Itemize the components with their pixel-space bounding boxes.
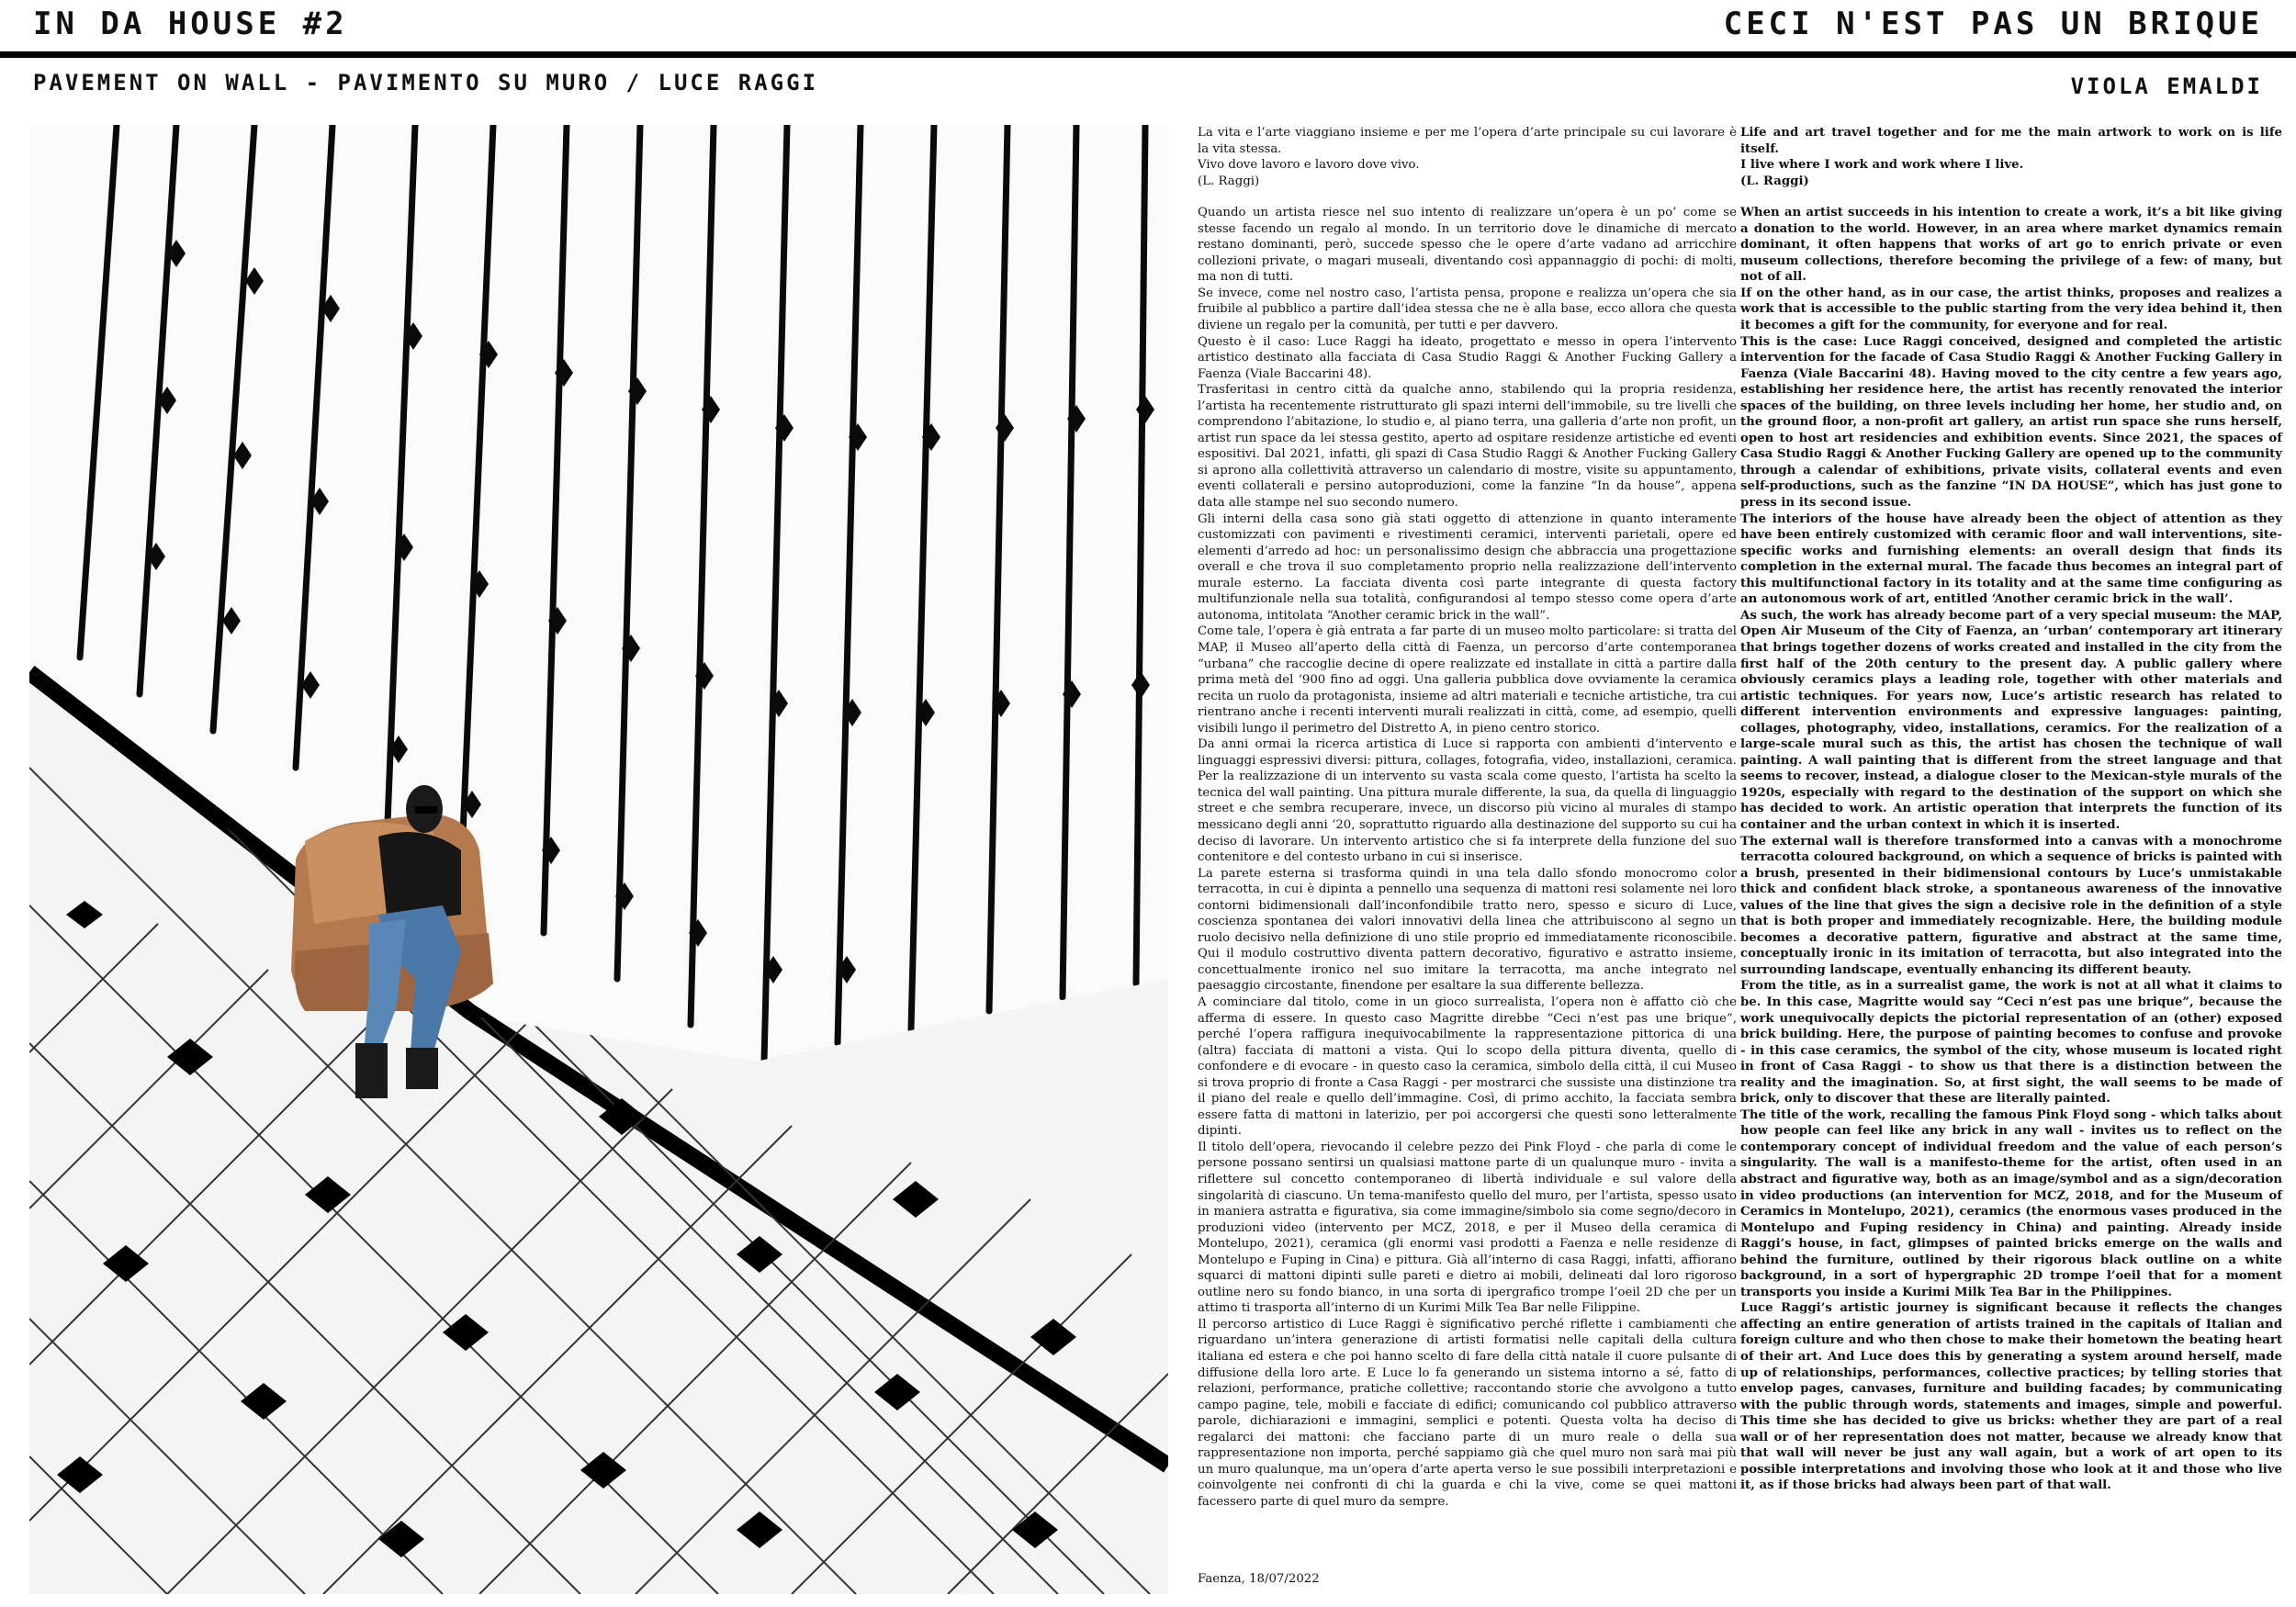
header-divider (0, 51, 2296, 58)
english-paragraph: This is the case: Luce Raggi conceived, designed and completed the artistic intervention for the facade of Casa Studio Raggi & Another Fucking Gallery in Faenza (Viale Baccarini 48). Having moved to the city centre a few years ago, establishing her residence here, the artist has recently renovated the interior spaces of the building, on three levels including her home, her studio and, on the ground floor, a non-profit art gallery, an artist run space she runs herself, open to host art residencies and exhibition events. Since 2021, the spaces of Casa Studio Raggi & Another Fucking Gallery are opened up to the community through a calendar of exhibitions, private visits, collateral events and even self-productions, such as the fanzine “IN DA HOUSE”, which has just gone to press in its second issue. (1740, 334, 2282, 511)
italian-quote-attribution: (L. Raggi) (1198, 174, 1260, 188)
italian-paragraph: A cominciare dal titolo, come in un gioco surrealista, l’opera non è affatto ciò che afferma di essere. In questo caso Magritte direbbe “Ceci n’est pas une brique”, perché l’opera raffigura inequivocabilmente la rappresentazione pittorica di una (altra) facciata di mattoni a vista. Qui lo scopo della pittura diventa, quello di confondere e di evocare - in questo caso la ceramica, simbolo della città, il cui Museo si trova proprio di fronte a Casa Raggi - per mostrarci che sussiste una distinzione tra il piano del reale e quello dell’immagine. Così, di primo acchito, la facciata sembra essere fatta di mattoni in laterizio, per poi accorgersi che questi sono letteralmente dipinti. (1198, 995, 1737, 1139)
english-quote-line-2: I live where I work and work where I live. (1740, 158, 2024, 173)
english-paragraph: When an artist succeeds in his intention to create a work, it’s a bit like giving a donation to the world. However, in an area where market dynamics remain dominant, it often happens that works of art go to enrich private or even museum collections, therefore becoming the privilege of a few: of many, but not of all. (1740, 206, 2282, 285)
english-quote-attribution: (L. Raggi) (1740, 174, 1809, 188)
english-paragraph: From the title, as in a surrealist game, the work is not at all what it claims to be. In this case, Magritte would say “Ceci n’est pas une brique”, because the work unequivocally depicts the pictorial representation of an (other) exposed brick building. Here, the purpose of painting becomes to confuse and provoke - in this case ceramics, the symbol of the city, whose museum is located right in front of Casa Raggi - to show us that there is a distinction between the reality and the imagination. So, at first sight, the wall seems to be made of brick, only to discover that these are literally painted. (1740, 979, 2282, 1107)
italian-paragraph: Da anni ormai la ricerca artistica di Luce si rapporta con ambienti d’intervento e linguaggi espressivi diversi: pittura, collages, fotografia, video, installazioni, ceramica. Per la realizzazione di un intervento su vasta scala come questo, l’artista ha scelto la tecnica del wall painting. Una pittura murale differente, la sua, da quella di linguaggio street e che sembra recuperare, invece, un discorso più vicino al murales di stampo messicano degli anni ‘20, soprattutto riguardo alla destinazione del supporto su cui ha deciso di lavorare. Un intervento artistico che si fa interprete della funzione del suo contenitore e del contesto urbano in cui si inserisce. (1198, 737, 1737, 865)
floor-wall-illustration (29, 125, 1168, 1594)
italian-paragraph: Gli interni della casa sono già stati oggetto di attenzione in quanto interamente customizzati con pavimenti e rivestimenti ceramici, interventi parietali, opere ed elementi d’arredo ad hoc: un personalissimo design che abbraccia una progettazione overall e che trova il suo completamento proprio nella realizzazione dell’intervento murale esterno. La facciata diventa così parte integrante di questa factory multifunzionale nella sua totalità, configurandosi al tempo stesso come opera d’arte autonoma, intitolata “Another ceramic brick in the wall”. (1198, 511, 1737, 623)
italian-paragraph: Quando un artista riesce nel suo intento di realizzare un’opera è un po’ come se stesse facendo un regalo al mondo. In un territorio dove le dinamiche di mercato restano dominanti, però, succede spesso che le opere d’arte vadano ad arricchire collezioni private, o magari museali, diventando così appannaggio di pochi: di molti, ma non di tutti. (1198, 206, 1737, 285)
italian-paragraph: Il titolo dell’opera, rievocando il celebre pezzo dei Pink Floyd - che parla di come le persone possano sentirsi un qualsiasi mattone parte di un qualunque muro - invita a riflettere sul concetto contemporaneo di libertà individuale e sul valore della singolarità di ciascuno. Un tema-manifesto quello del muro, per l’artista, spesso usato in maniera astratta e figurativa, sia come immagine/simbolo sia come segno/decoro in produzioni video (intervento per MCZ, 2018, e per il Museo della ceramica di Montelupo, 2021), ceramica (gli enormi vasi prodotti a Faenza e nelle residenze di Montelupo e Fuping in Cina) e pittura. Già all’interno di casa Raggi, infatti, affiorano squarci di mattoni dipinti sulle pareti e dietro ai mobili, delineati dal loro rigoroso outline nero su fondo bianco, in una sorta di ipergrafico trompe l’oeil 2D che per un attimo ti trasporta all’interno di un Kurimi Milk Tea Bar nelle Filippine. (1198, 1140, 1737, 1316)
article-title: PAVEMENT ON WALL - PAVIMENTO SU MURO / LUCE RAGGI (33, 70, 819, 96)
english-quote-line-1: Life and art travel together and for me the main artwork to work on is life itself. (1740, 126, 2282, 156)
italian-paragraph: Se invece, come nel nostro caso, l’artista pensa, propone e realizza un’opera che sia fruibile al pubblico a partire dall’idea stessa che ne è alla base, ecco allora che questa diviene un regalo per la comunità, per tutti e per davvero. (1198, 286, 1737, 333)
english-paragraph: Luce Raggi’s artistic journey is significant because it reflects the changes affecting an entire generation of artists trained in the capitals of Italian and foreign culture and who then chose to make their hometown the beating heart of their art. And Luce does this by generating a system around herself, made up of relationships, performances, collective practices; by telling stories that envelop pages, canvases, furniture and building facades; by communicating with the public through words, statements and images, simple and powerful. This time she has decided to give us bricks: whether they are part of a real wall or of her representation does not matter, because we already know that that wall will never be just any wall again, but a work of art open to its possible interpretations and involving those who look at it and those who live it, as if those bricks had always been part of that wall. (1740, 1301, 2282, 1493)
english-paragraph: As such, the work has already become part of a very special museum: the MAP, Open Air Museum of the City of Faenza, an ‘urban’ contemporary art itinerary that brings together dozens of works created and installed in the city from the first half of the 20th century to the present day. A public gallery where obviously ceramics plays a leading role, together with other materials and artistic techniques. For years now, Luce’s artistic research has related to different intervention environments and expressive languages: painting, collages, photography, video, installations, ceramics. For the realization of a large-scale mural such as this, the artist has chosen the technique of wall painting. A wall painting that is different from the street language and that seems to recover, instead, a dialogue closer to the Mexican-style murals of the 1920s, especially with regard to the destination of the support on which she has decided to work. An artistic operation that interprets the function of its container and the urban context in which it is inserted. (1740, 608, 2282, 832)
italian-paragraph: La parete esterna si trasforma quindi in una tela dallo sfondo monocromo color terracotta, in cui è dipinta a pennello una sequenza di mattoni resi solamente nei loro contorni bidimensionali dall’inconfondibile tratto nero, spesso e sicuro di Luce, coscienza spontanea dei valori innovativi della linea che attribuiscono al segno un ruolo decisivo nella definizione di uno stile proprio ed immediatamente riconoscibile. Qui il modulo costruttivo diventa pattern decorativo, figurativo e astratto insieme, concettualmente ironico nel suo imitare la terracotta, ma anche integrato nel paesaggio circostante, finendone per esaltare la sua differente bellezza. (1198, 866, 1737, 994)
english-paragraph: The external wall is therefore transformed into a canvas with a monochrome terracotta coloured background, on which a sequence of bricks is painted with a brush, presented in their bidimensional contours by Luce’s unmistakable thick and confident black stroke, a spontaneous awareness of the innovative values of the line that gives the sign a decisive role in the definition of a style that is both proper and immediately recognizable. Here, the building module becomes a decorative pattern, figurative and abstract at the same time, conceptually ironic in its imitation of terracotta, but also integrated into the surrounding landscape, eventually enhancing its different beauty. (1740, 834, 2282, 977)
italian-paragraph: Trasferitasi in centro città da qualche anno, stabilendo qui la propria residenza, l’artista ha recentemente ristrutturato gli spazi interni dell’immobile, su tre livelli che comprendono l’abitazione, lo studio e, al piano terra, una galleria d’arte non profit, un artist run space da lei stessa gestito, aperto ad ospitare residenze artistiche ed eventi espositivi. Dal 2021, infatti, gli spazi di Casa Studio Raggi & Another Fucking Gallery si aprono alla collettività attraverso un calendario di mostre, visite su appuntamento, eventi collaterali e persino autoproduzioni, come la fanzine “In da house”, appena data alle stampe nel suo secondo numero. (1198, 383, 1737, 511)
italian-quote-line-2: Vivo dove lavoro e lavoro dove vivo. (1198, 158, 1420, 173)
english-paragraph: The interiors of the house have already been the object of attention as they have been entirely customized with ceramic floor and wall interventions, site-specific works and furnishing elements: an overall design that finds its completion in the external mural. The facade thus becomes an integral part of this multifunctional factory in its totality and at the same time configuring as an autonomous work of art, entitled ‘Another ceramic brick in the wall’. (1740, 511, 2282, 607)
italian-paragraph: Questo è il caso: Luce Raggi ha ideato, progettato e messo in opera l’intervento artistico destinato alla facciata di Casa Studio Raggi & Another Fucking Gallery a Faenza (Viale Baccarini 48). (1198, 334, 1737, 381)
magazine-title: CECI N'EST PAS UN BRIQUE (1723, 6, 2263, 42)
english-paragraph: If on the other hand, as in our case, the artist thinks, proposes and realizes a work that is accessible to the public starting from the very idea behind it, then it becomes a gift for the community, for everyone and for real. (1740, 286, 2282, 333)
artwork-photo (29, 125, 1168, 1594)
author-name: VIOLA EMALDI (2070, 73, 2263, 99)
italian-paragraph: Come tale, l’opera è già entrata a far parte di un museo molto particolare: si tratta del MAP, il Museo all’aperto della città di Faenza, un percorso d’arte contemporanea “urbana” che raccoglie decine di opere realizzate ed installate in città a partire dalla prima metà del ‘900 fino ad oggi. Una galleria pubblica dove ovviamente la ceramica recita un ruolo da protagonista, insieme ad altri materiali e tecniche artistiche, tra cui rientrano anche i recenti interventi murali realizzati in città, come, ad esempio, quelli visibili lungo il perimetro del Distretto A, in pieno centro storico. (1198, 624, 1737, 736)
italian-text-column (1198, 125, 1737, 1510)
issue-label: IN DA HOUSE #2 (33, 6, 348, 42)
italian-quote-line-1: La vita e l’arte viaggiano insieme e per me l’opera d’arte principale su cui lavorare è la vita stessa. (1198, 126, 1737, 156)
english-paragraph: The title of the work, recalling the famous Pink Floyd song - which talks about how people can feel like any brick in any wall - invites us to reflect on the contemporary concept of individual freedom and the value of each person’s singularity. The wall is a manifesto-theme for the artist, often used in an abstract and figurative way, both as an image/symbol and as a sign/decoration in video productions (an intervention for MCZ, 2018, and for the Museum of Ceramics in Montelupo, 2021), ceramics (the enormous vases produced in the Montelupo and Fuping residency in China) and painting. Already inside Raggi’s house, in fact, glimpses of painted bricks emerge on the walls and behind the furniture, outlined by their rigorous black outline on a white background, in a sort of hypergraphic 2D trompe l’oeil that for a moment transports you inside a Kurimi Milk Tea Bar in the Philippines. (1740, 1107, 2282, 1299)
english-text-column (1740, 125, 2282, 1494)
italian-paragraph: Il percorso artistico di Luce Raggi è significativo perché riflette i cambiamenti che riguardano un’intera generazione di artisti formatisi nelle capitali della cultura italiana ed estera e che poi hanno scelto di fare della città natale il cuore pulsante di diffusione della loro arte. E Luce lo fa generando un sistema intorno a sé, fatto di relazioni, performance, pratiche collettive; raccontando storie che avvolgono a tutto campo pagine, tele, mobili e facciate di edifici; comunicando col pubblico attraverso parole, dichiarazioni e immagini, semplici e potenti. Questa volta ha deciso di regalarci dei mattoni: che facciano parte di un muro reale o della sua rappresentazione non importa, perché sappiamo già che quel muro non sarà mai più un muro qualunque, ma un’opera d’arte aperta verso le sue possibili interpretazioni e coinvolgente nei confronti di chi la guarda e chi la vive, come se quei mattoni facessero parte di quel muro da sempre. (1198, 1317, 1737, 1509)
article-date: Faenza, 18/07/2022 (1198, 1572, 1320, 1586)
